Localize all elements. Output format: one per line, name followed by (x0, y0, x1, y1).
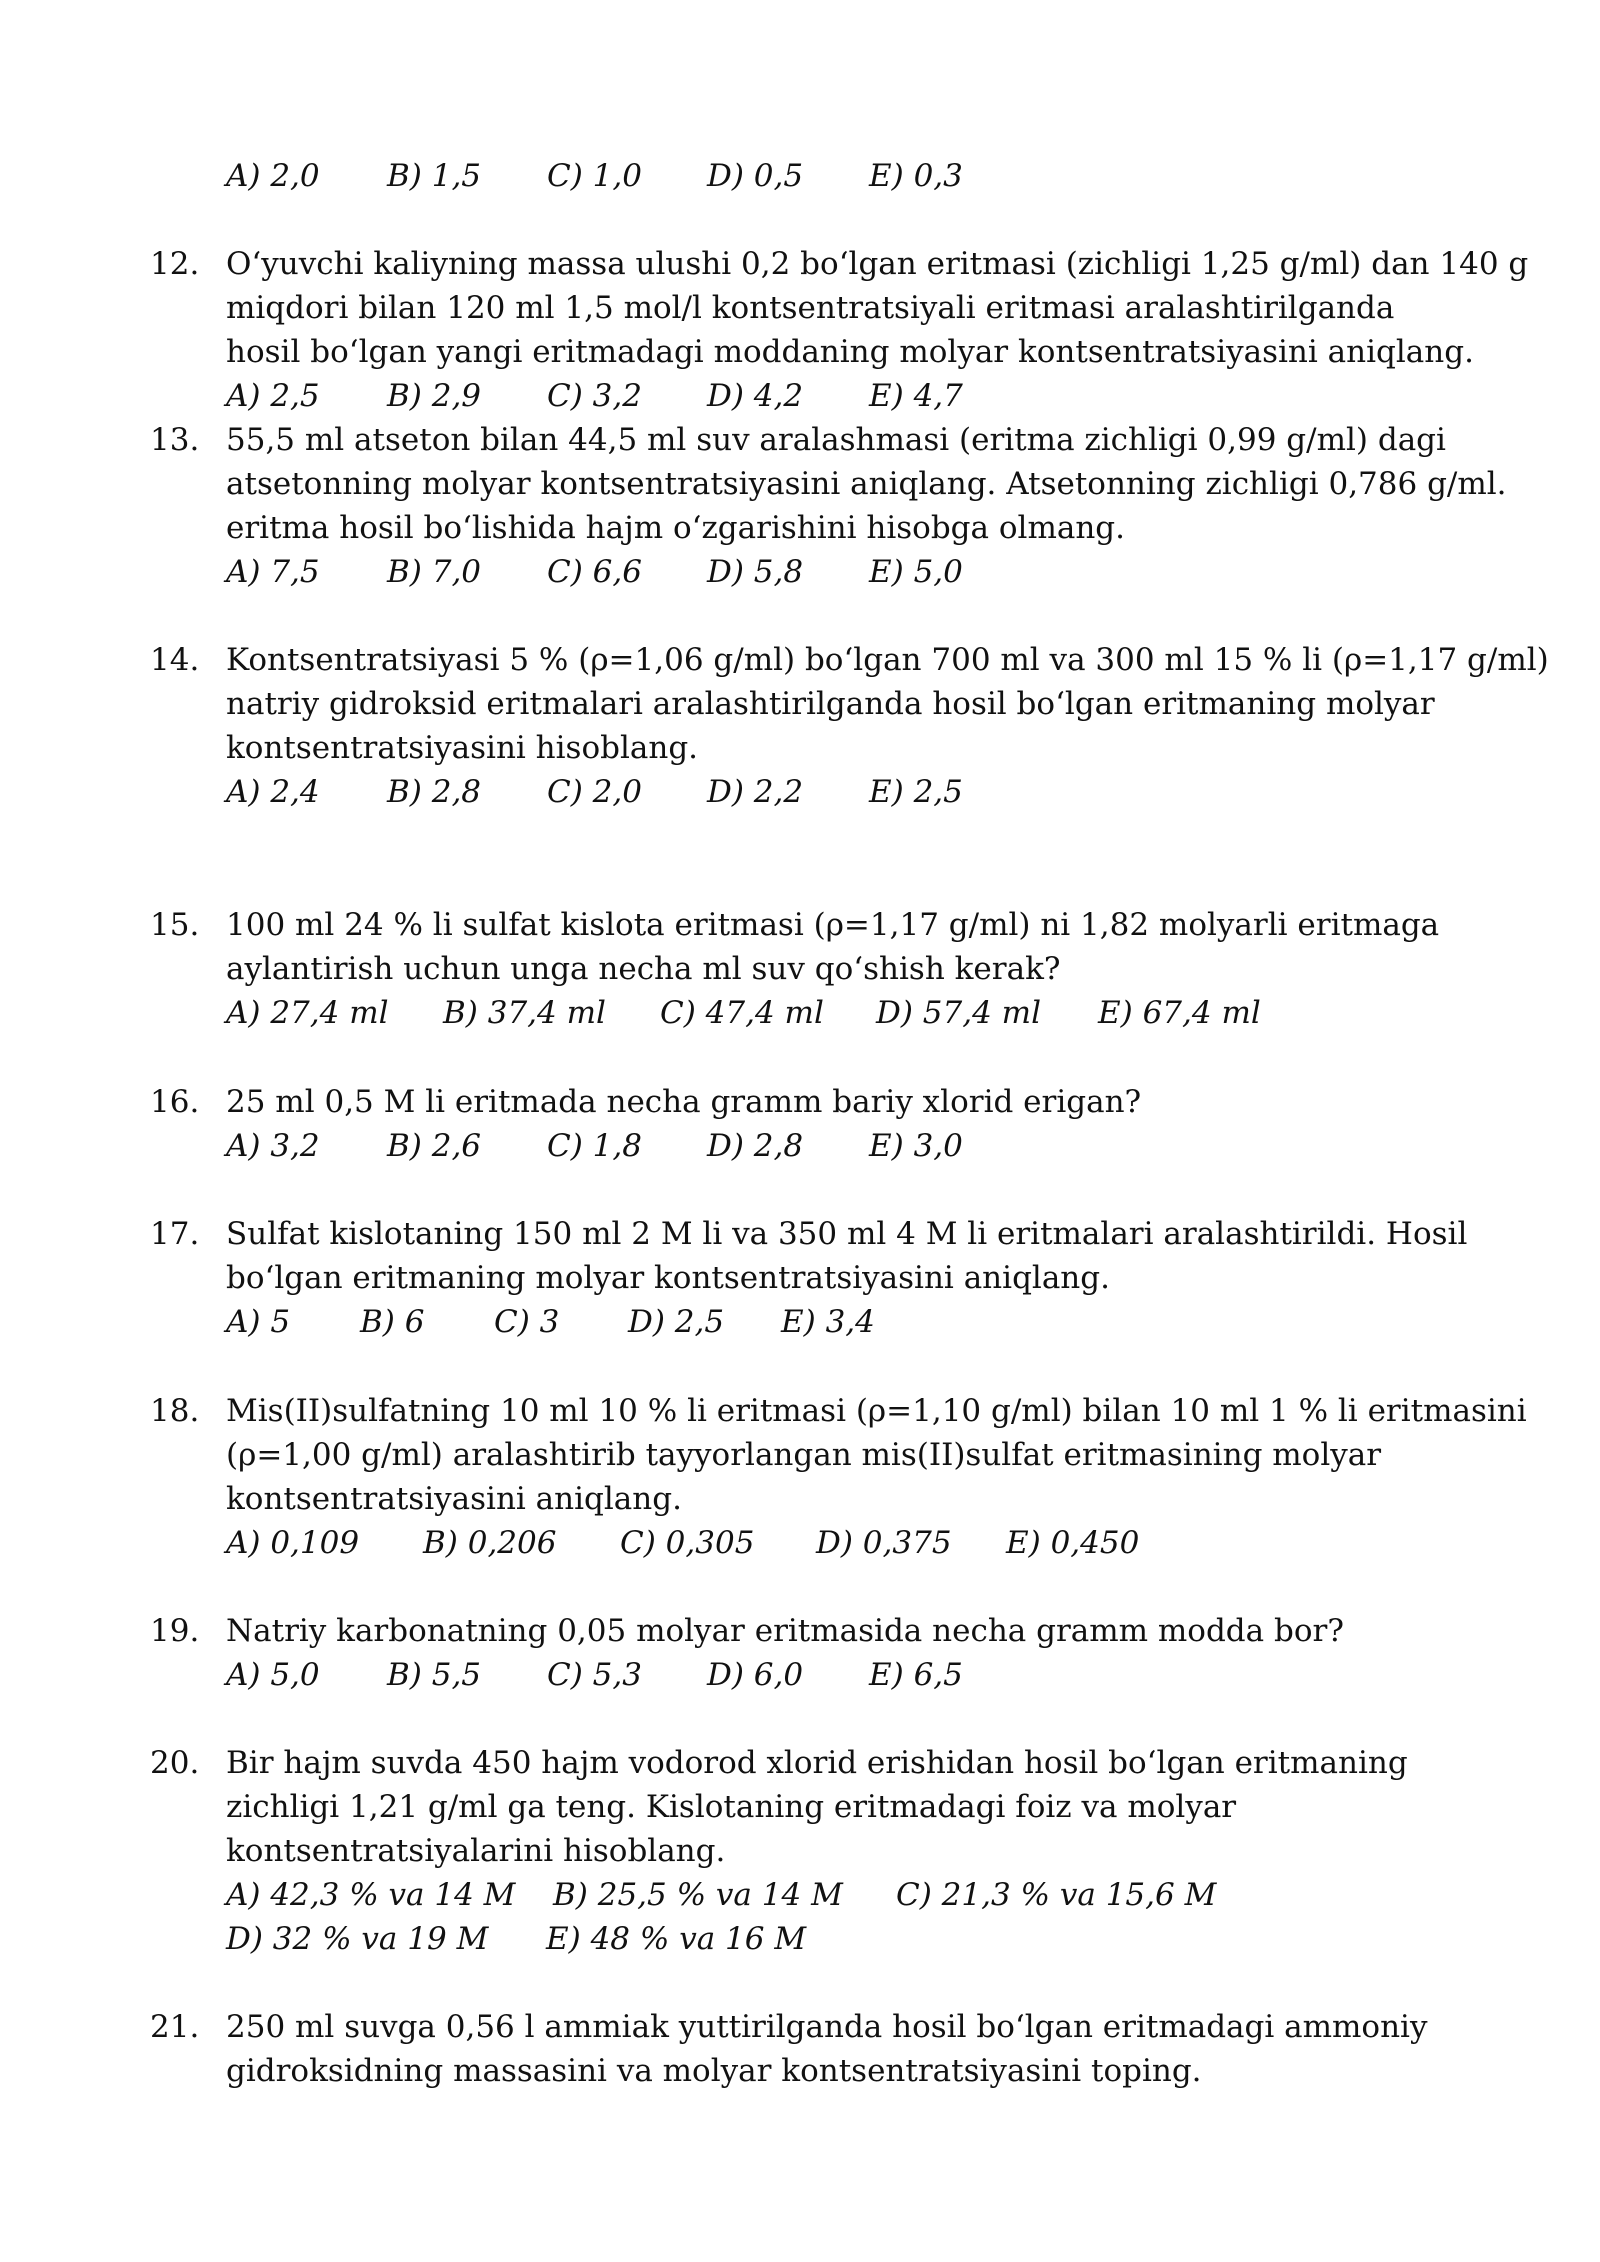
option-b: B) 2,6 (387, 1128, 482, 1164)
answer-options (226, 1873, 1490, 1917)
option-b: B) 5,5 (387, 1657, 482, 1693)
answer-options (226, 991, 1490, 1035)
option-b: B) 1,5 (387, 158, 482, 194)
option-e: E) 6,5 (869, 1657, 963, 1693)
option-e: E) 2,5 (869, 774, 963, 810)
question-text-line: Bir hajm suvda 450 hajm vodorod xlorid erishidan hosil bo‘lgan eritmaning (226, 1745, 1408, 1781)
question-text-line: 250 ml suvga 0,56 l ammiak yuttirilganda hosil bo‘lgan eritmadagi ammoniy (226, 2009, 1428, 2045)
question-number: 14. (150, 642, 200, 678)
option-a: A) 2,0 (226, 158, 320, 194)
question-number: 16. (150, 1084, 200, 1120)
option-d: D) 57,4 ml (876, 995, 1041, 1031)
option-c: C) 6,6 (547, 554, 642, 590)
question-text-line: 100 ml 24 % li sulfat kislota eritmasi (ρ=1,17 g/ml) ni 1,82 molyarli eritmaga (226, 907, 1440, 943)
option-c: C) 1,0 (547, 158, 642, 194)
option-a: A) 7,5 (226, 554, 320, 590)
question-text-line: eritma hosil bo‘lishida hajm o‘zgarishini hisobga olmang. (226, 510, 1125, 546)
option-c: C) 21,3 % va 15,6 M (896, 1877, 1217, 1913)
answer-options (226, 1521, 1490, 1565)
option-c: C) 47,4 ml (660, 995, 824, 1031)
question-13 (150, 418, 1507, 594)
question-20 (150, 1741, 1490, 1961)
option-e: E) 3,4 (781, 1304, 875, 1340)
answer-options (226, 1124, 1490, 1168)
question-text-line: miqdori bilan 120 ml 1,5 mol/l kontsentratsiyali eritmasi aralashtirilganda (226, 290, 1395, 326)
question-text-line: kontsentratsiyasini hisoblang. (226, 730, 699, 766)
answer-options (226, 1653, 1490, 1697)
question-number: 17. (150, 1216, 200, 1252)
question-number: 21. (150, 2009, 200, 2045)
answer-options (226, 1300, 1490, 1344)
option-b: B) 25,5 % va 14 M (553, 1877, 843, 1913)
question-text-line: 25 ml 0,5 M li eritmada necha gramm bariy xlorid erigan? (226, 1084, 1142, 1120)
question-14 (150, 638, 1549, 814)
question-text-line: 55,5 ml atseton bilan 44,5 ml suv aralashmasi (eritma zichligi 0,99 g/ml) dagi (226, 422, 1446, 458)
answer-options (226, 770, 1490, 814)
option-b: B) 37,4 ml (443, 995, 606, 1031)
question-text-line: hosil bo‘lgan yangi eritmadagi moddaning molyar kontsentratsiyasini aniqlang. (226, 334, 1474, 370)
question-12 (150, 242, 1529, 418)
question-number: 15. (150, 907, 200, 943)
option-a: A) 0,109 (226, 1525, 360, 1561)
question-text-line: Mis(II)sulfatning 10 ml 10 % li eritmasi (ρ=1,10 g/ml) bilan 10 ml 1 % li eritmasini (226, 1393, 1527, 1429)
option-e: E) 67,4 ml (1098, 995, 1261, 1031)
question-text-line: kontsentratsiyalarini hisoblang. (226, 1833, 726, 1869)
question-15 (150, 903, 1490, 1035)
question-text-line: zichligi 1,21 g/ml ga teng. Kislotaning eritmadagi foiz va molyar (226, 1789, 1237, 1825)
option-d: D) 2,8 (707, 1128, 804, 1164)
option-b: B) 0,206 (423, 1525, 557, 1561)
option-a: A) 2,4 (226, 774, 320, 810)
option-e: E) 4,7 (869, 378, 963, 414)
question-number: 20. (150, 1745, 200, 1781)
question-text-line: Sulfat kislotaning 150 ml 2 M li va 350 ml 4 M li eritmalari aralashtirildi. Hosil (226, 1216, 1468, 1252)
question-number: 12. (150, 246, 200, 282)
option-c: C) 3,2 (547, 378, 642, 414)
question-21 (150, 2005, 1490, 2093)
question-19 (150, 1609, 1490, 1697)
question-text-line: aylantirish uchun unga necha ml suv qo‘shish kerak? (226, 951, 1061, 987)
answer-options (226, 1917, 1490, 1961)
question-17 (150, 1212, 1490, 1344)
option-d: D) 2,2 (707, 774, 804, 810)
option-d: D) 0,375 (816, 1525, 952, 1561)
question-text-line: O‘yuvchi kaliyning massa ulushi 0,2 bo‘lgan eritmasi (zichligi 1,25 g/ml) dan 140 g (226, 246, 1529, 282)
question-text-line: natriy gidroksid eritmalari aralashtirilganda hosil bo‘lgan eritmaning molyar (226, 686, 1435, 722)
option-e: E) 0,450 (1006, 1525, 1140, 1561)
question-number: 18. (150, 1393, 200, 1429)
answer-options (226, 550, 1490, 594)
option-a: A) 2,5 (226, 378, 320, 414)
question-text-line: Natriy karbonatning 0,05 molyar eritmasida necha gramm modda bor? (226, 1613, 1344, 1649)
option-e: E) 0,3 (869, 158, 963, 194)
option-b: B) 2,9 (387, 378, 482, 414)
question-text-line: kontsentratsiyasini aniqlang. (226, 1481, 682, 1517)
option-d: D) 2,5 (628, 1304, 725, 1340)
question-number: 19. (150, 1613, 200, 1649)
option-a: A) 42,3 % va 14 M (226, 1877, 516, 1913)
question-text-line: atsetonning molyar kontsentratsiyasini aniqlang. Atsetonning zichligi 0,786 g/ml. (226, 466, 1507, 502)
answer-options (226, 154, 963, 198)
option-a: A) 5 (226, 1304, 291, 1340)
option-d: D) 0,5 (707, 158, 804, 194)
option-c: C) 1,8 (547, 1128, 642, 1164)
option-d: D) 32 % va 19 M (226, 1921, 489, 1957)
option-c: C) 5,3 (547, 1657, 642, 1693)
option-e: E) 5,0 (869, 554, 963, 590)
option-b: B) 2,8 (387, 774, 482, 810)
option-e: E) 48 % va 16 M (546, 1921, 807, 1957)
option-b: B) 6 (360, 1304, 425, 1340)
option-a: A) 5,0 (226, 1657, 320, 1693)
answer-options (226, 374, 1490, 418)
option-d: D) 4,2 (707, 378, 804, 414)
option-e: E) 3,0 (869, 1128, 963, 1164)
option-c: C) 2,0 (547, 774, 642, 810)
option-a: A) 27,4 ml (226, 995, 389, 1031)
question-text-line: (ρ=1,00 g/ml) aralashtirib tayyorlangan mis(II)sulfat eritmasining molyar (226, 1437, 1382, 1473)
question-text-line: Kontsentratsiyasi 5 % (ρ=1,06 g/ml) bo‘lgan 700 ml va 300 ml 15 % li (ρ=1,17 g/ml) (226, 642, 1549, 678)
option-c: C) 0,305 (620, 1525, 755, 1561)
option-b: B) 7,0 (387, 554, 482, 590)
question-text-line: bo‘lgan eritmaning molyar kontsentratsiyasini aniqlang. (226, 1260, 1110, 1296)
option-c: C) 3 (494, 1304, 560, 1340)
question-text-line: gidroksidning massasini va molyar kontsentratsiyasini toping. (226, 2053, 1202, 2089)
option-a: A) 3,2 (226, 1128, 320, 1164)
question-number: 13. (150, 422, 200, 458)
option-d: D) 6,0 (707, 1657, 804, 1693)
question-18 (150, 1389, 1527, 1565)
option-d: D) 5,8 (707, 554, 804, 590)
question-16 (150, 1080, 1490, 1168)
